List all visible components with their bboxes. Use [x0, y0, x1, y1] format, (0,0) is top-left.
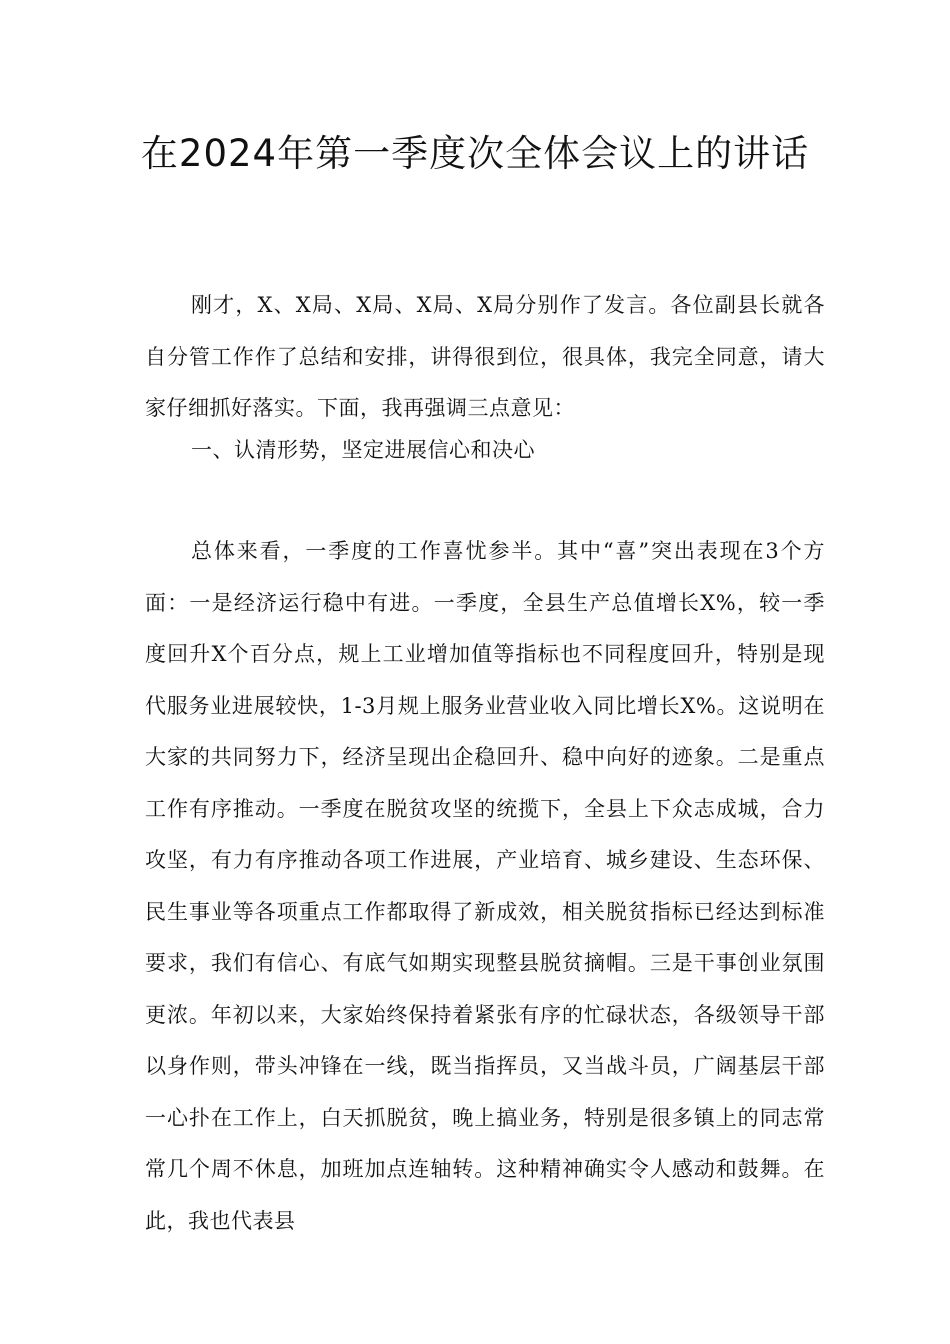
intro-paragraph: 刚才，X、X局、X局、X局、X局分别作了发言。各位副县长就各自分管工作作了总结和安排，讲得很到位，很具体，我完全同意，请大家仔细抓好落实。下面，我再强调三点意见： — [145, 293, 825, 420]
summary-paragraph: 总体来看，一季度的工作喜忧参半。其中“喜”突出表现在3个方面：一是经济运行稳中有进。一季度，全县生产总值增长X%，较一季度回升X个百分点，规上工业增加值等指标也不同程度回升，特别是现代服务业进展较快，1-3月规上服务业营业收入同比增长X%。这说明在大家的共同努力下，经济呈现出企稳回升、稳中向好的迹象。二是重点工作有序推动。一季度在脱贫攻坚的统揽下，全县上下众志成城，合力攻坚，有力有序推动各项工作进展，产业培育、城乡建设、生态环保、民生事业等各项重点工作都取得了新成效，相关脱贫指标已经达到标准要求，我们有信心、有底气如期实现整县脱贫摘帽。三是干事创业氛围更浓。年初以来，大家始终保持着紧张有序的忙碌状态，各级领导干部以身作则，带头冲锋在一线，既当指挥员，又当战斗员，广阔基层干部一心扑在工作上，白天抓脱贫，晚上搞业务，特别是很多镇上的同志常常几个周不休息，加班加点连轴转。这种精神确实令人感动和鼓舞。在此，我也代表县 — [145, 539, 825, 1233]
section-heading-one: 一、认清形势，坚定进展信心和决心 — [191, 438, 535, 462]
document-title: 在2024年第一季度次全体会议上的讲话 — [140, 132, 810, 175]
